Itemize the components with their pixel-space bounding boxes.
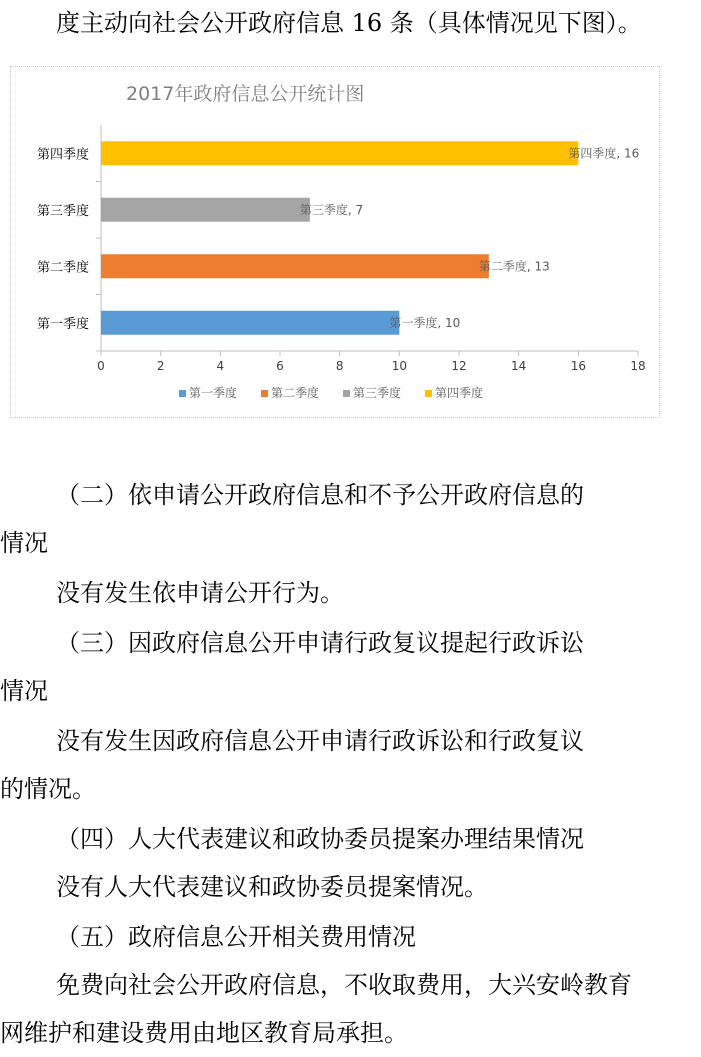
chart-title: 2017年政府信息公开统计图: [126, 83, 365, 105]
legend-swatch: [425, 390, 432, 397]
x-tick-label: 0: [97, 359, 105, 373]
section-2-heading-line-2: 情况: [0, 529, 48, 557]
section-5-body-line-2: 网维护和建设费用由地区教育局承担。: [0, 1019, 408, 1047]
x-tick-label: 6: [276, 359, 284, 373]
bar-data-label: 第四季度, 16: [568, 146, 640, 161]
quarterly-bar-chart: [11, 67, 661, 419]
intro-paragraph-tail: 度主动向社会公开政府信息 16 条（具体情况见下图）。: [56, 9, 642, 37]
legend-label: 第一季度: [189, 386, 238, 400]
bar-data-label: 第二季度, 13: [478, 259, 550, 274]
bar-1: [101, 311, 399, 335]
x-tick-label: 2: [156, 359, 165, 373]
section-4-heading: （四）人大代表建议和政协委员提案办理结果情况: [56, 825, 584, 853]
section-3-body-line-2: 的情况。: [0, 775, 96, 803]
y-category-label: 第三季度: [36, 203, 89, 219]
x-tick-label: 18: [630, 359, 646, 373]
section-2-heading-line-1: （二）依申请公开政府信息和不予公开政府信息的: [56, 481, 584, 509]
chart-frame: [10, 66, 660, 418]
x-tick-label: 12: [451, 359, 467, 373]
section-5-heading: （五）政府信息公开相关费用情况: [56, 923, 416, 951]
bar-4: [101, 141, 578, 165]
x-tick-label: 14: [511, 359, 527, 373]
y-category-label: 第二季度: [36, 260, 89, 276]
bar-3: [101, 198, 310, 222]
y-category-label: 第一季度: [36, 316, 89, 332]
legend-label: 第四季度: [435, 386, 484, 400]
legend-swatch: [179, 390, 186, 397]
section-3-heading-line-2: 情况: [0, 677, 48, 705]
x-tick-label: 4: [216, 359, 225, 373]
x-tick-label: 10: [391, 359, 407, 373]
bar-data-label: 第三季度, 7: [299, 202, 364, 217]
bar-2: [101, 254, 489, 278]
section-2-body: 没有发生依申请公开行为。: [56, 579, 344, 607]
section-5-body-line-1: 免费向社会公开政府信息，不收取费用，大兴安岭教育: [56, 971, 632, 999]
x-tick-label: 16: [570, 359, 586, 373]
y-category-label: 第四季度: [36, 147, 89, 163]
section-3-heading-line-1: （三）因政府信息公开申请行政复议提起行政诉讼: [56, 629, 584, 657]
x-tick-label: 8: [335, 359, 344, 373]
legend-label: 第三季度: [353, 386, 402, 400]
section-4-body: 没有人大代表建议和政协委员提案情况。: [56, 873, 488, 901]
legend-swatch: [343, 390, 350, 397]
section-3-body-line-1: 没有发生因政府信息公开申请行政诉讼和行政复议: [56, 727, 584, 755]
legend-label: 第二季度: [271, 386, 320, 400]
bar-data-label: 第一季度, 10: [389, 315, 461, 330]
legend-swatch: [261, 390, 268, 397]
